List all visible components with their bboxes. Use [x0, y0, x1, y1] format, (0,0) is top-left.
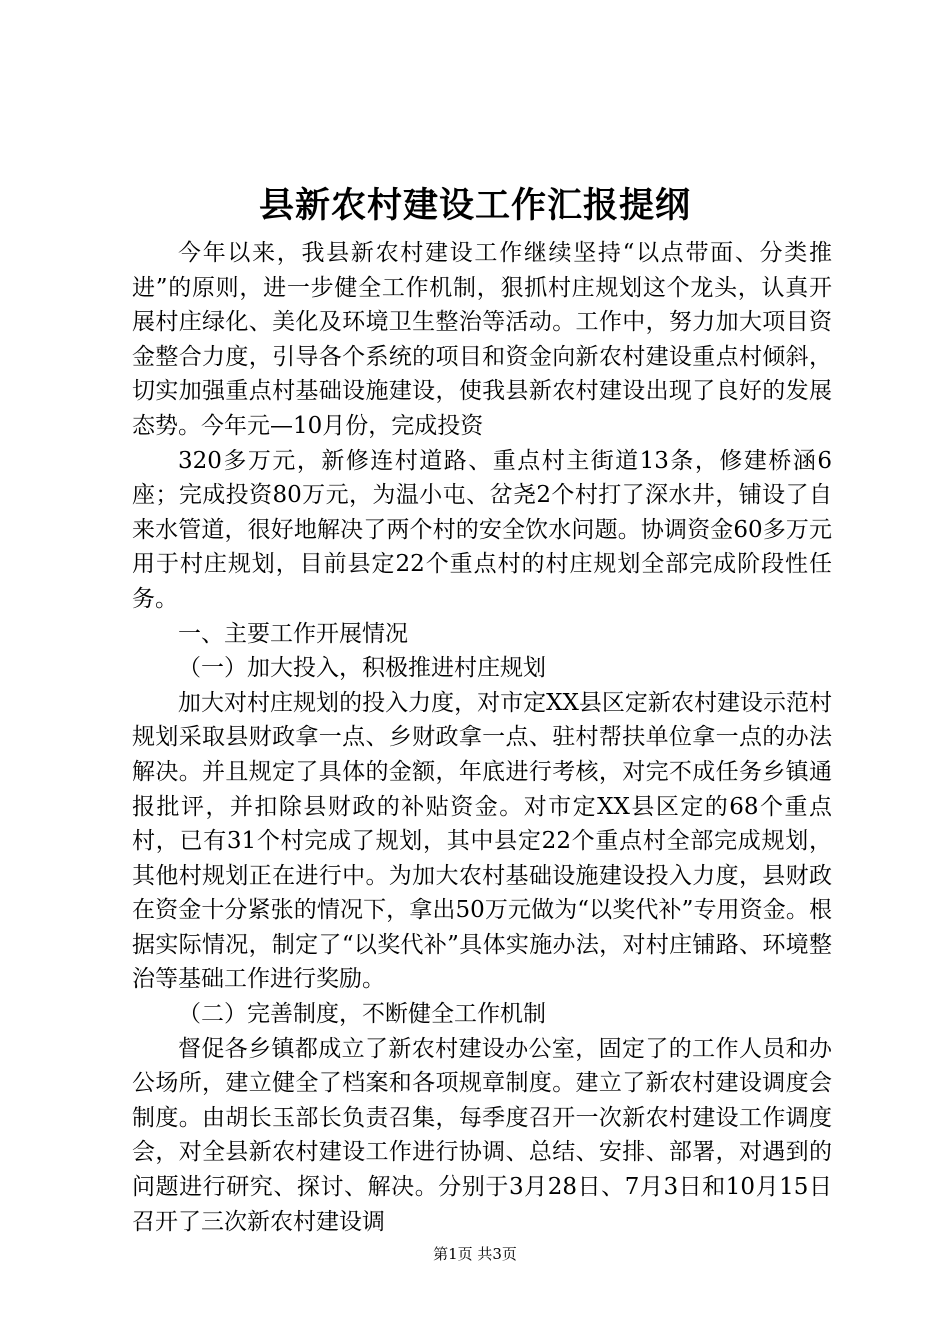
paragraph-investment: 320多万元，新修连村道路、重点村主街道13条，修建桥涵6座；完成投资80万元，为温小屯、岔尧2个村打了深水井，铺设了自来水管道，很好地解决了两个村的安全饮水问题。协调资金60多万元用于村庄规划，目前县定22个重点村的村庄规划全部完成阶段性任务。: [132, 447, 832, 612]
subsection-heading-mechanism: （二）完善制度，不断健全工作机制: [178, 1001, 546, 1028]
paragraph-mechanism: 督促各乡镇都成立了新农村建设办公室，固定了的工作人员和办公场所，建立健全了档案和各项规章制度。建立了新农村建设调度会制度。由胡长玉部长负责召集，每季度召开一次新农村建设工作调度会，对全县新农村建设工作进行协调、总结、安排、部署，对遇到的问题进行研究、探讨、解决。分别于3月28日、7月3日和10月15日召开了三次新农村建设调: [132, 1035, 832, 1235]
section-heading-main-work: 一、主要工作开展情况: [178, 620, 408, 647]
subsection-heading-planning: （一）加大投入，积极推进村庄规划: [178, 655, 546, 682]
paragraph-planning: 加大对村庄规划的投入力度，对市定XX县区定新农村建设示范村规划采取县财政拿一点、乡财政拿一点、驻村帮扶单位拿一点的办法解决。并且规定了具体的金额，年底进行考核，对完不成任务乡镇通报批评，并扣除县财政的补贴资金。对市定XX县区定的68个重点村，已有31个村完成了规划，其中县定22个重点村全部完成规划，其他村规划正在进行中。为加大农村基础设施建设投入力度，县财政在资金十分紧张的情况下，拿出50万元做为“以奖代补”专用资金。根据实际情况，制定了“以奖代补”具体实施办法，对村庄铺路、环境整治等基础工作进行奖励。: [132, 689, 832, 993]
paragraph-intro: 今年以来，我县新农村建设工作继续坚持“以点带面、分类推进”的原则，进一步健全工作机制，狠抓村庄规划这个龙头，认真开展村庄绿化、美化及环境卫生整治等活动。工作中，努力加大项目资金整合力度，引导各个系统的项目和资金向新农村建设重点村倾斜，切实加强重点村基础设施建设，使我县新农村建设出现了良好的发展态势。今年元—10月份，完成投资: [132, 240, 832, 439]
document-body: [132, 236, 832, 1239]
document-title: 县新农村建设工作汇报提纲: [258, 185, 691, 226]
page-number-footer: 第1页 共3页: [433, 1245, 517, 1263]
